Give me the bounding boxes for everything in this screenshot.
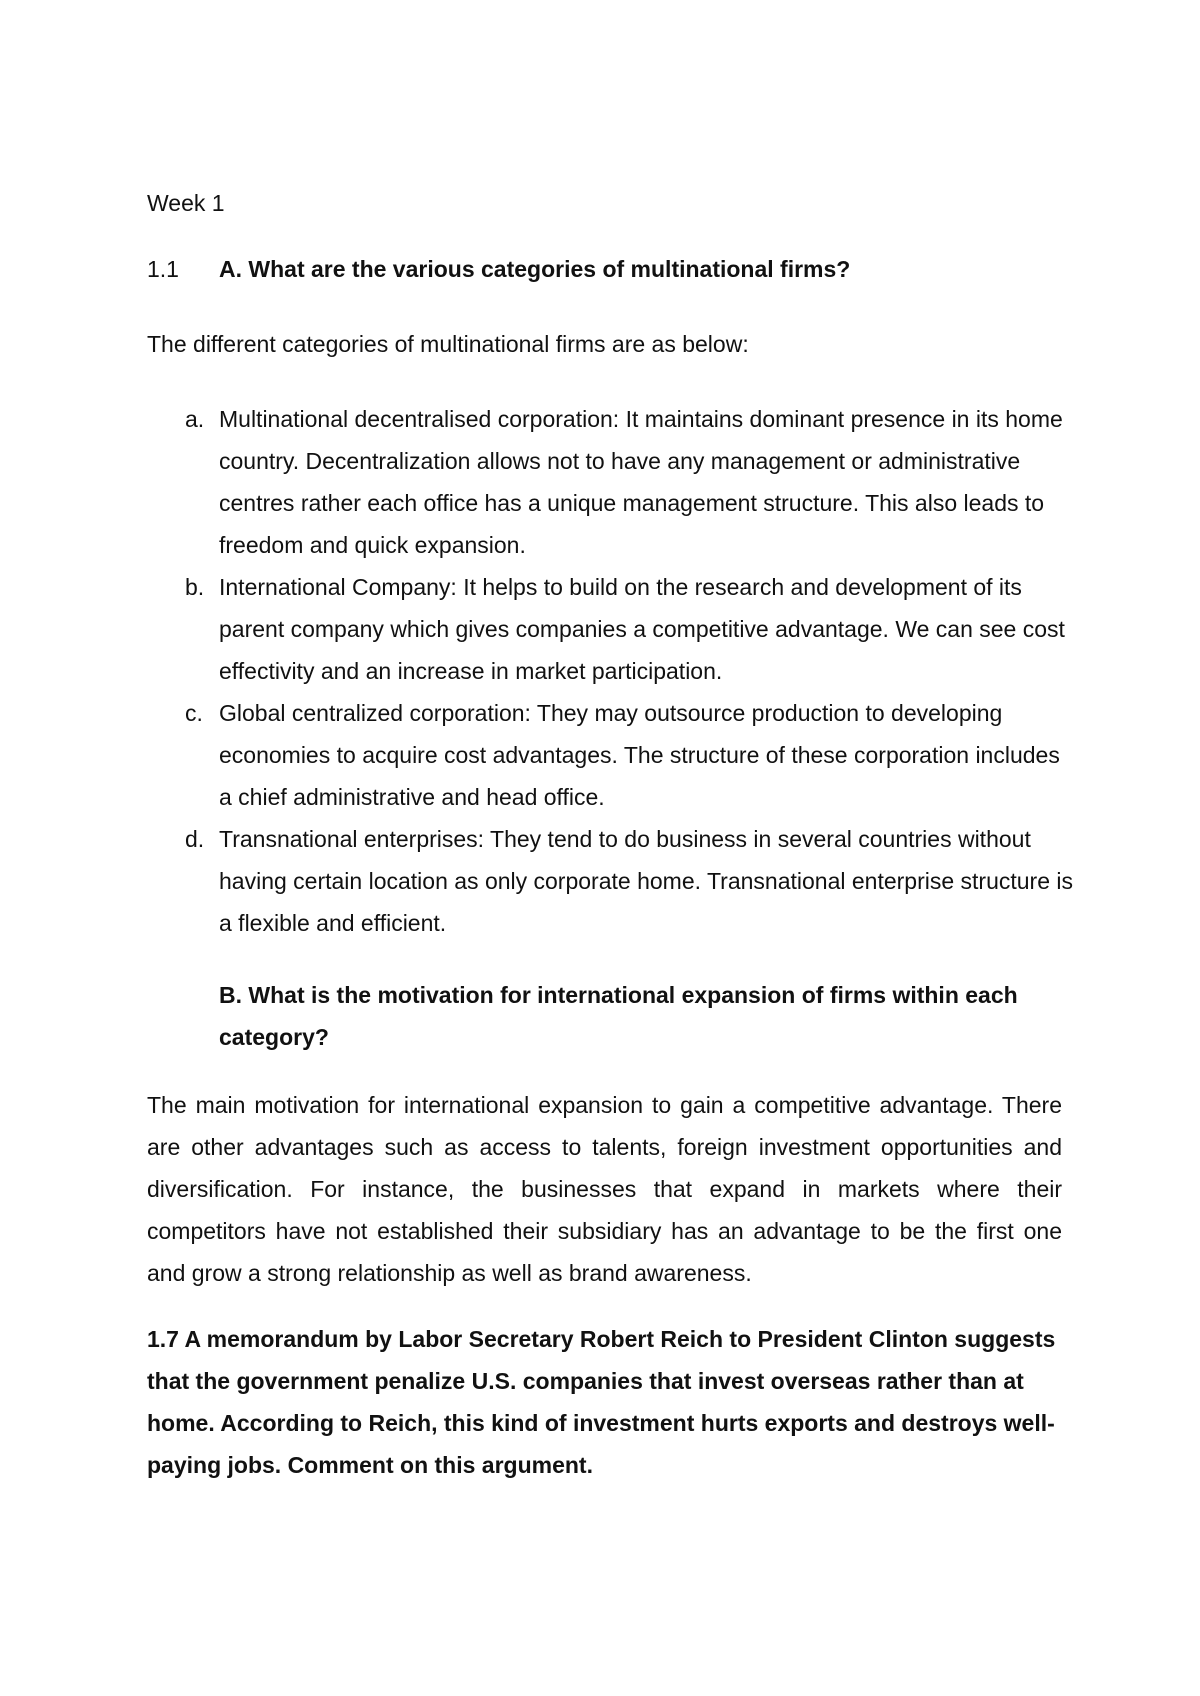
list-item-text: International Company: It helps to build on the research and development of its parent company which gives companies a competitive advantage. We can see cost effectivity and an increase in market participation. — [219, 574, 1065, 684]
list-item — [147, 398, 1077, 566]
question-1-7-heading: 1.7 A memorandum by Labor Secretary Robert Reich to President Clinton suggests that the government penalize U.S. companies that invest overseas rather than at home. According to Reich, this kind of investment hurts exports and destroys well-paying jobs. Comment on this argument. — [147, 1326, 1056, 1478]
question-number: 1.1 — [147, 256, 179, 282]
list-item-text: Multinational decentralised corporation: It maintains dominant presence in its home country. Decentralization allows not to have any management or administrative centres rather each office has a unique management structure. This also leads to freedom and quick expansion. — [219, 406, 1063, 558]
list-item-text: Global centralized corporation: They may outsource production to developing economies to acquire cost advantages. The structure of these corporation includes a chief administrative and head office. — [219, 700, 1060, 810]
answer-b-paragraph: The main motivation for international expansion to gain a competitive advantage. There are other advantages such as access to talents, foreign investment opportunities and diversification. For instance, the businesses that expand in markets where their competitors have not established their subsidiary has an advantage to be the first one and grow a strong relationship as well as brand awareness. — [147, 1092, 1062, 1286]
list-marker: a. — [185, 406, 205, 432]
list-item-text: Transnational enterprises: They tend to do business in several countries without having certain location as only corporate home. Transnational enterprise structure is a flexible and efficient. — [219, 826, 1074, 936]
week-heading: Week 1 — [147, 190, 225, 216]
list-marker: c. — [185, 700, 203, 726]
list-marker: b. — [185, 574, 205, 600]
list-item — [147, 566, 1077, 692]
list-item — [147, 692, 1077, 818]
list-marker: d. — [185, 826, 205, 852]
list-item — [147, 818, 1077, 944]
question-b-heading: B. What is the motivation for international expansion of firms within each category? — [219, 982, 1018, 1050]
question-a-heading: A. What are the various categories of multinational firms? — [219, 256, 851, 282]
categories-list — [147, 398, 1077, 944]
intro-text: The different categories of multinational firms are as below: — [147, 331, 749, 357]
